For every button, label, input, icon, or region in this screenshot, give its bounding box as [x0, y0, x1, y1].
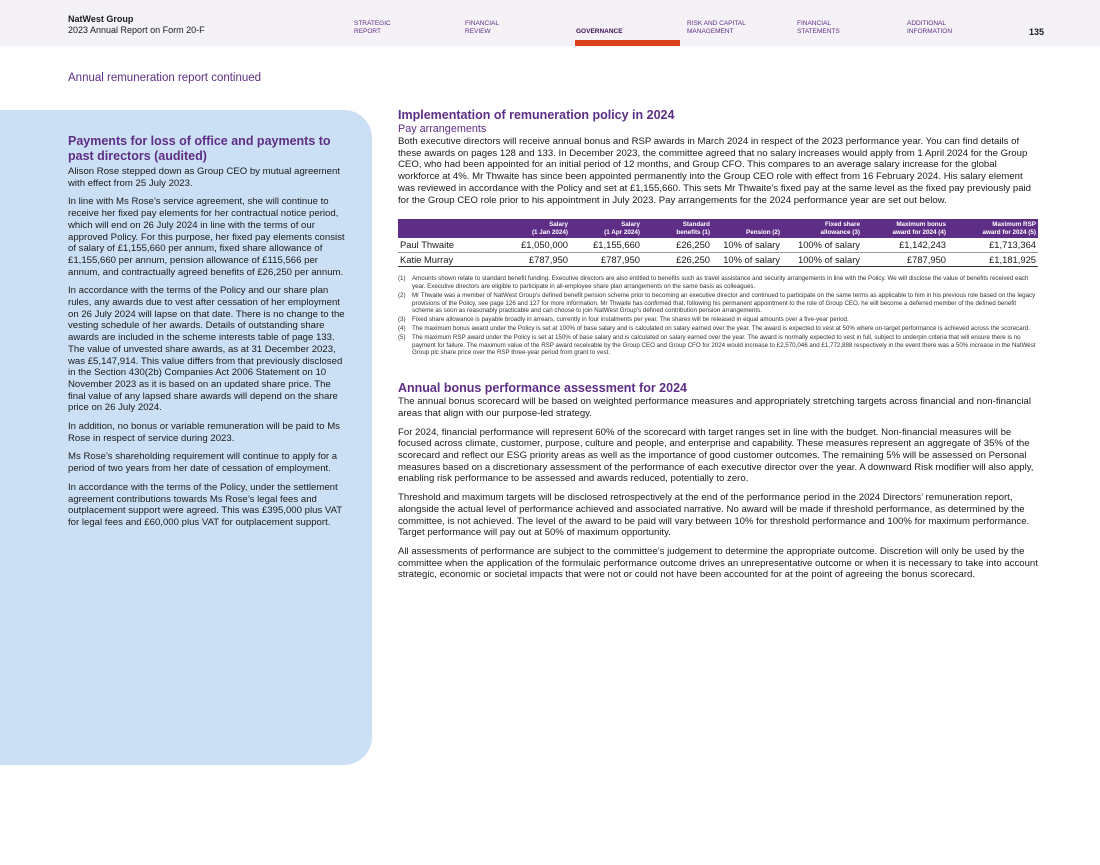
- table-cell: £1,181,925: [948, 252, 1038, 267]
- active-nav-indicator: [575, 40, 680, 46]
- side-paragraph: Alison Rose stepped down as Group CEO by mutual agreement with effect from 25 July 2023.: [68, 166, 340, 189]
- nav-risk-capital[interactable]: RISK AND CAPITAL MANAGEMENT: [687, 20, 746, 35]
- table-cell: £787,950: [862, 252, 948, 267]
- nav-financial-review[interactable]: FINANCIAL REVIEW: [465, 20, 499, 35]
- main-subtitle: Pay arrangements: [398, 123, 487, 135]
- footnote-text: Amounts shown relate to standard benefit funding. Executive directors are also entitled to benefits such as travel assistance and security arrangements in line with the Policy. We will disclose the value of benefits received each year. Executive directors are eligible to participate in all-employee share plan arrangements on the same basis as colleagues.: [412, 275, 1029, 291]
- footnote: [398, 316, 1038, 324]
- footnote-number: (2): [398, 291, 406, 299]
- table-cell: £787,950: [570, 252, 642, 267]
- table-cell: £26,250: [642, 238, 712, 252]
- table-cell: 100% of salary: [782, 238, 862, 252]
- table-cell: 100% of salary: [782, 252, 862, 267]
- table-cell: 10% of salary: [712, 238, 782, 252]
- header-cell: Maximum RSP award for 2024 (5): [948, 219, 1038, 238]
- side-paragraph: In addition, no bonus or variable remuneration will be paid to Ms Rose in respect of service during 2023.: [68, 421, 340, 444]
- table-row: [398, 252, 1038, 267]
- header-cell: Salary (1 Jan 2024): [496, 219, 570, 238]
- nav-additional-info[interactable]: ADDITIONAL INFORMATION: [907, 20, 953, 35]
- nav-strategic-report[interactable]: STRATEGIC REPORT: [354, 20, 391, 35]
- footnote: [398, 275, 1038, 291]
- footnote-text: Mr Thwaite was a member of NatWest Group’s defined benefit pension scheme prior to becoming an executive director and continued to participate on the same terms as applicable to him in his previous role based on the legacy provisions of the Policy, see page 126 and 127 for more information. Mr Thwaite has confirmed that, following his permanent appointment to the role of Group CEO, he will become a deferred member of the defined benefit scheme as soon as reasonably practicable and can choose to join NatWest Group’s defined contribution pension arrangements.: [412, 291, 1036, 315]
- table-cell: £1,050,000: [496, 238, 570, 252]
- section-subheader: Annual remuneration report continued: [68, 72, 262, 84]
- bonus-title: Annual bonus performance assessment for 2024: [398, 381, 687, 396]
- page-header: [0, 0, 1100, 46]
- side-paragraph: In accordance with the terms of the Policy and our share plan rules, any awards due to vest after cessation of her employment on 26 July 2024 will lapse on that date. There is no change to the vesting schedule of her awards. Details of outstanding share awards are included in the scheme interests table of page 133. The value of unvested share awards, as at 31 December 2023, was £5,147,914. This value differs from that previously disclosed in the Section 430(2b) Companies Act 2006 Statement on 10 November 2023 as it is based on an updated share price. The final value of any lapsed share awards will depend on the share price on 26 July 2024.: [68, 285, 345, 414]
- table-cell: £1,155,660: [570, 238, 642, 252]
- nav-governance[interactable]: GOVERNANCE: [576, 28, 623, 35]
- header-cell: Salary (1 Apr 2024): [570, 219, 642, 238]
- table-cell: £1,713,364: [948, 238, 1038, 252]
- footnote-number: (4): [398, 325, 406, 332]
- bonus-paragraph: All assessments of performance are subject to the committee’s judgement to determine the appropriate outcome. Discretion will only be used by the committee when the application of the formulaic performance outcome drives an unrepresentative outcome or when it is necessary to take into account strategic, economic or societal impacts that were not or could not have been accounted for at the point of agreeing the bonus scorecard.: [398, 545, 1038, 581]
- table-cell: 10% of salary: [712, 252, 782, 267]
- brand-name: NatWest Group: [68, 14, 134, 24]
- bonus-paragraph: For 2024, financial performance will represent 60% of the scorecard with target ranges set in line with the budget. Non-financial measures will be focused across climate, customer, purpose, culture and people, and enterprise and capability. These measures represent an aggregate of 35% of the scorecard and reflect our ESG priority areas as well as the importance of good customer outcomes. The remaining 5% will be assessed on Personal measures based on a discretionary assessment of the performance of each executive director over the year. A downward Risk modifier will also apply, enabling risk performance to be assessed and awards reduced, potentially to zero.: [398, 426, 1034, 485]
- side-paragraph: In accordance with the terms of the Policy, under the settlement agreement contributions towards Ms Rose’s legal fees and outplacement support were agreed. This was £395,000 plus VAT for legal fees and £60,000 plus VAT for outplacement support.: [68, 481, 342, 528]
- side-paragraph: Ms Rose’s shareholding requirement will continue to apply for a period of two years from her date of cessation of employment.: [68, 451, 338, 475]
- footnote-number: (5): [398, 333, 406, 341]
- footnote: [398, 325, 1038, 333]
- header-cell: Pension (2): [712, 219, 782, 238]
- bonus-section: [398, 381, 1038, 581]
- brand-block: [68, 14, 205, 36]
- pay-table-header: [398, 219, 1038, 238]
- footnote-text: The maximum bonus award under the Policy is set at 100% of base salary and is calculated on salary earned over the year. The award is expected to vest at 50% where on-target performance is achieved across the scorecard.: [412, 325, 1030, 332]
- pay-table: [398, 219, 1038, 267]
- bonus-paragraph: The annual bonus scorecard will be based on weighted performance measures and appropriately stretching targets across financial and non-financial areas that align with our purpose-led strategy.: [398, 396, 1032, 419]
- table-cell: £787,950: [496, 252, 570, 267]
- table-footnotes: [398, 275, 1038, 357]
- side-paragraph: In line with Ms Rose’s service agreement, she will continue to receive her fixed pay elements for her contractual notice period, which will end on 26 July 2024 in line with the terms of our approved Policy. For this purpose, her fixed pay elements consist of salary of £1,155,660 per annum, fixed share allowance of £1,155,660 per annum, pension allowance of £115,566 per annum, and contractually agreed benefits of £26,250 per annum.: [68, 196, 345, 278]
- side-content: [68, 134, 348, 536]
- table-cell: Katie Murray: [398, 252, 496, 267]
- side-title: Payments for loss of office and payments to past directors (audited): [68, 134, 331, 163]
- table-row: [398, 238, 1038, 252]
- header-cell: Maximum bonus award for 2024 (4): [862, 219, 948, 238]
- table-cell: £26,250: [642, 252, 712, 267]
- header-cell: Standard benefits (1): [642, 219, 712, 238]
- page-number: 135: [1029, 27, 1045, 37]
- report-name: 2023 Annual Report on Form 20-F: [68, 25, 205, 35]
- header-cell: [398, 219, 496, 238]
- footnote: [398, 292, 1038, 315]
- table-cell: £1,142,243: [862, 238, 948, 252]
- intro-paragraph: Both executive directors will receive annual bonus and RSP awards in March 2024 in respect of the 2023 performance year. You can find details of these awards on pages 128 and 133. In December 2023, the committee agreed that no salary increases would apply from 1 April 2024 for the Group CEO, who had been appointed for an initial period of 12 months, and Group CFO. This compares to an average salary increase for the global workforce at 4%. Mr Thwaite has since been appointed permanently into the Group CEO role with effect from 16 February 2024. His salary element was reviewed in accordance with the Policy and set at £1,155,660. This sets Mr Thwaite’s fixed pay at the same level as the fixed pay previously paid for the Group CEO role prior to his appointment in July 2023. Pay arrangements for the 2024 performance year are set out below.: [398, 136, 1031, 206]
- footnote-number: (1): [398, 275, 406, 283]
- footnote-number: (3): [398, 316, 406, 324]
- header-cell: Fixed share allowance (3): [782, 219, 862, 238]
- table-cell: Paul Thwaite: [398, 238, 496, 252]
- nav-financial-statements[interactable]: FINANCIAL STATEMENTS: [797, 20, 840, 35]
- footnote: [398, 334, 1038, 357]
- footnote-text: The maximum RSP award under the Policy is set at 150% of base salary and is calculated on salary earned over the year. The award is normally expected to vest in full, subject to underpin criteria that will ensure there is no payment for failure. The maximum value of the RSP award receivable by the Group CEO and Group CFO for 2024 would increase to £2,570,046 and £1,772,888 respectively in the event there was a 50% increase in the NatWest Group plc share price over the RSP three-year period from grant to vest.: [412, 333, 1036, 357]
- main-title: Implementation of remuneration policy in 2024: [398, 108, 675, 122]
- bonus-paragraph: Threshold and maximum targets will be disclosed retrospectively at the end of the performance period in the 2024 Directors’ remuneration report, alongside the actual level of performance achieved and associated narrative. No award will be made if threshold performance, as determined by the committee, is not achieved. The level of the award to be paid will vary between 10% for threshold performance and 100% for maximum performance. Target performance will pay out at 50% of maximum opportunity.: [398, 492, 1030, 539]
- footnote-text: Fixed share allowance is payable broadly in arrears, currently in four instalments per year. The shares will be released in equal amounts over a five-year period.: [412, 316, 849, 324]
- main-column: [398, 108, 1038, 588]
